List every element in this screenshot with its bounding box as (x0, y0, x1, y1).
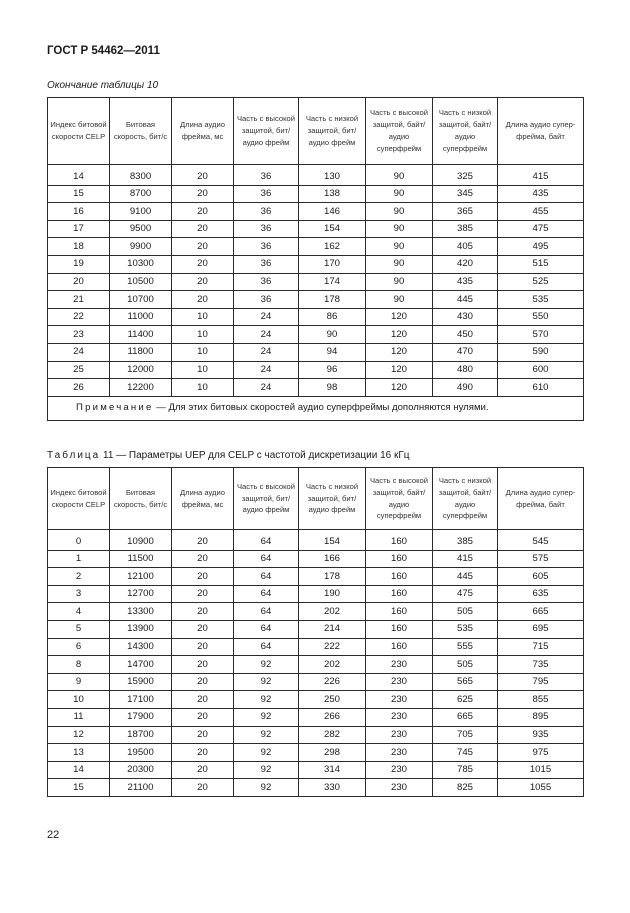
table-row (48, 550, 584, 568)
column-header: Часть с низкой защитой, байт/аудио суперфрейм (433, 98, 498, 165)
table-cell: 405 (433, 238, 498, 256)
table-cell: 14700 (110, 656, 172, 674)
table-cell: 15900 (110, 673, 172, 691)
table-cell: 36 (234, 291, 299, 309)
table-cell: 555 (433, 638, 498, 656)
table-cell: 14300 (110, 638, 172, 656)
table-cell: 3 (48, 585, 110, 603)
table-row (48, 238, 584, 256)
table-cell: 90 (366, 220, 433, 238)
column-header: Длина аудио супер-фрейма, байт (498, 468, 584, 530)
table-cell: 10 (172, 308, 234, 326)
table-cell: 92 (234, 691, 299, 709)
table-cell: 13 (48, 744, 110, 762)
table-cell: 10300 (110, 255, 172, 273)
table-cell: 735 (498, 656, 584, 674)
table-row (48, 308, 584, 326)
table-cell: 10 (172, 361, 234, 379)
table-row (48, 656, 584, 674)
table-cell: 15 (48, 779, 110, 797)
table-row (48, 379, 584, 397)
column-header: Индекс битовой скорости CELP (48, 468, 110, 530)
table-row (48, 744, 584, 762)
table-cell: 415 (433, 550, 498, 568)
document-header: ГОСТ Р 54462—2011 (47, 45, 160, 57)
table-cell: 505 (433, 656, 498, 674)
table-cell: 435 (498, 185, 584, 203)
table-cell: 20 (172, 273, 234, 291)
table-cell: 92 (234, 779, 299, 797)
table-cell: 665 (498, 603, 584, 621)
column-header: Часть с высокой защитой, бит/аудио фрейм (234, 98, 299, 165)
table11-caption (47, 450, 410, 461)
table-cell: 92 (234, 726, 299, 744)
table-cell: 19 (48, 255, 110, 273)
table-cell: 570 (498, 326, 584, 344)
table-cell: 154 (299, 220, 366, 238)
table-cell: 36 (234, 273, 299, 291)
table-cell: 92 (234, 708, 299, 726)
table-cell: 665 (433, 708, 498, 726)
table-cell: 92 (234, 744, 299, 762)
column-header: Часть с высокой защитой, бит/аудио фрейм (234, 468, 299, 530)
table-cell: 385 (433, 220, 498, 238)
column-header: Часть с низкой защитой, байт/аудио суперфрейм (433, 468, 498, 530)
table-cell: 15 (48, 185, 110, 203)
table-cell: 160 (366, 568, 433, 586)
column-header: Битовая скорость, бит/с (110, 468, 172, 530)
table-cell: 86 (299, 308, 366, 326)
table-cell: 120 (366, 343, 433, 361)
table-cell: 24 (48, 343, 110, 361)
table-cell: 8300 (110, 165, 172, 186)
table-cell: 96 (299, 361, 366, 379)
page-number: 22 (47, 829, 60, 841)
table-cell: 230 (366, 708, 433, 726)
table-cell: 64 (234, 568, 299, 586)
table-row (48, 361, 584, 379)
table-cell: 20 (172, 185, 234, 203)
table11-caption-text: 11 — Параметры UEP для CELP с частотой дискретизации 16 кГц (100, 450, 410, 461)
note-label: Примечание (76, 402, 154, 414)
table-cell: 16 (48, 203, 110, 221)
table-cell: 230 (366, 656, 433, 674)
table-cell: 12000 (110, 361, 172, 379)
table-cell: 8700 (110, 185, 172, 203)
table-cell: 450 (433, 326, 498, 344)
table-cell: 795 (498, 673, 584, 691)
column-header: Битовая скорость, бит/с (110, 98, 172, 165)
table-cell: 435 (433, 273, 498, 291)
table-cell: 98 (299, 379, 366, 397)
table-cell: 515 (498, 255, 584, 273)
table-row (48, 620, 584, 638)
table-cell: 715 (498, 638, 584, 656)
table-cell: 64 (234, 585, 299, 603)
table-cell: 975 (498, 744, 584, 762)
table-cell: 92 (234, 656, 299, 674)
table-cell: 20 (172, 691, 234, 709)
column-header: Длина аудио супер-фрейма, байт (498, 98, 584, 165)
table-cell: 36 (234, 255, 299, 273)
table10-caption: Окончание таблицы 10 (47, 80, 159, 91)
table-cell: 11800 (110, 343, 172, 361)
table-cell: 24 (234, 308, 299, 326)
table-cell: 230 (366, 761, 433, 779)
column-header: Часть с высокой защитой, байт/аудио суперфрейм (366, 468, 433, 530)
table-row (48, 726, 584, 744)
table-cell: 90 (299, 326, 366, 344)
table-cell: 20 (172, 203, 234, 221)
table-cell: 545 (498, 530, 584, 551)
table-cell: 445 (433, 291, 498, 309)
table-row (48, 185, 584, 203)
table-cell: 20 (172, 585, 234, 603)
table-cell: 12700 (110, 585, 172, 603)
table-cell: 745 (433, 744, 498, 762)
table-cell: 1055 (498, 779, 584, 797)
table-cell: 895 (498, 708, 584, 726)
table-row (48, 530, 584, 551)
table-cell: 214 (299, 620, 366, 638)
table-cell: 415 (498, 165, 584, 186)
table10-note (48, 396, 584, 420)
table-cell: 11400 (110, 326, 172, 344)
table-cell: 10900 (110, 530, 172, 551)
table-cell: 855 (498, 691, 584, 709)
table-cell: 250 (299, 691, 366, 709)
table-cell: 202 (299, 656, 366, 674)
table-cell: 20 (172, 238, 234, 256)
table-cell: 600 (498, 361, 584, 379)
table-cell: 266 (299, 708, 366, 726)
table10-body (48, 165, 584, 397)
table-cell: 20 (172, 550, 234, 568)
table-cell: 535 (498, 291, 584, 309)
table-cell: 20 (172, 656, 234, 674)
table-cell: 705 (433, 726, 498, 744)
table-cell: 20 (172, 165, 234, 186)
table-cell: 550 (498, 308, 584, 326)
table10-header-row (48, 98, 584, 165)
table-cell: 64 (234, 638, 299, 656)
table-cell: 90 (366, 238, 433, 256)
table-cell: 11000 (110, 308, 172, 326)
table-cell: 202 (299, 603, 366, 621)
table-cell: 20 (172, 726, 234, 744)
table-cell: 11 (48, 708, 110, 726)
table-cell: 825 (433, 779, 498, 797)
table-cell: 10700 (110, 291, 172, 309)
table-cell: 90 (366, 273, 433, 291)
table-cell: 20 (172, 761, 234, 779)
table-cell: 20 (172, 708, 234, 726)
table-cell: 20 (172, 620, 234, 638)
table-cell: 230 (366, 744, 433, 762)
table-cell: 455 (498, 203, 584, 221)
table-cell: 90 (366, 185, 433, 203)
column-header: Часть с высокой защитой, байт/аудио суперфрейм (366, 98, 433, 165)
table-cell: 36 (234, 220, 299, 238)
table-10 (47, 97, 584, 421)
table-cell: 21100 (110, 779, 172, 797)
table-cell: 365 (433, 203, 498, 221)
table-cell: 17100 (110, 691, 172, 709)
table-cell: 1015 (498, 761, 584, 779)
table-cell: 785 (433, 761, 498, 779)
table-cell: 10 (172, 326, 234, 344)
table-cell: 0 (48, 530, 110, 551)
table-cell: 166 (299, 550, 366, 568)
column-header: Часть с низкой защитой, бит/аудио фрейм (299, 468, 366, 530)
table-cell: 590 (498, 343, 584, 361)
table-cell: 565 (433, 673, 498, 691)
table-cell: 20 (172, 255, 234, 273)
table-cell: 92 (234, 761, 299, 779)
table-cell: 160 (366, 530, 433, 551)
table-cell: 12200 (110, 379, 172, 397)
table-row (48, 673, 584, 691)
table-cell: 4 (48, 603, 110, 621)
table-cell: 1 (48, 550, 110, 568)
table-cell: 18 (48, 238, 110, 256)
table-cell: 19500 (110, 744, 172, 762)
table-row (48, 708, 584, 726)
table-cell: 20 (172, 603, 234, 621)
table-cell: 17900 (110, 708, 172, 726)
column-header: Длина аудио фрейма, мс (172, 468, 234, 530)
table-cell: 230 (366, 673, 433, 691)
table-cell: 13300 (110, 603, 172, 621)
table-cell: 36 (234, 185, 299, 203)
column-header: Часть с низкой защитой, бит/аудио фрейм (299, 98, 366, 165)
table-cell: 21 (48, 291, 110, 309)
table-cell: 475 (433, 585, 498, 603)
table-row (48, 255, 584, 273)
table-row (48, 165, 584, 186)
table-row (48, 568, 584, 586)
table10-note-row (48, 396, 584, 420)
table-cell: 64 (234, 530, 299, 551)
table-cell: 20 (172, 744, 234, 762)
table-cell: 2 (48, 568, 110, 586)
table-cell: 20 (172, 638, 234, 656)
table-cell: 120 (366, 379, 433, 397)
table-cell: 625 (433, 691, 498, 709)
table-cell: 24 (234, 326, 299, 344)
table-cell: 20300 (110, 761, 172, 779)
table11-body (48, 530, 584, 797)
table-cell: 20 (48, 273, 110, 291)
table-cell: 695 (498, 620, 584, 638)
table-cell: 20 (172, 220, 234, 238)
table-cell: 90 (366, 165, 433, 186)
table-cell: 935 (498, 726, 584, 744)
table-cell: 9500 (110, 220, 172, 238)
table-cell: 190 (299, 585, 366, 603)
table-cell: 230 (366, 779, 433, 797)
table-cell: 36 (234, 165, 299, 186)
table-row (48, 326, 584, 344)
table-row (48, 638, 584, 656)
table-cell: 14 (48, 165, 110, 186)
table-cell: 24 (234, 361, 299, 379)
table-row (48, 203, 584, 221)
table-cell: 20 (172, 530, 234, 551)
table-cell: 160 (366, 585, 433, 603)
table-cell: 445 (433, 568, 498, 586)
table-cell: 130 (299, 165, 366, 186)
table-row (48, 603, 584, 621)
table-cell: 174 (299, 273, 366, 291)
table-cell: 10 (172, 379, 234, 397)
table-cell: 222 (299, 638, 366, 656)
table-cell: 470 (433, 343, 498, 361)
table-cell: 170 (299, 255, 366, 273)
table-cell: 385 (433, 530, 498, 551)
table-cell: 314 (299, 761, 366, 779)
table-cell: 10 (48, 691, 110, 709)
table-cell: 11500 (110, 550, 172, 568)
table-cell: 635 (498, 585, 584, 603)
table-cell: 26 (48, 379, 110, 397)
table-cell: 535 (433, 620, 498, 638)
table-cell: 154 (299, 530, 366, 551)
table-cell: 17 (48, 220, 110, 238)
table-cell: 330 (299, 779, 366, 797)
table-cell: 505 (433, 603, 498, 621)
table-row (48, 585, 584, 603)
table-cell: 36 (234, 238, 299, 256)
table-cell: 430 (433, 308, 498, 326)
table-cell: 20 (172, 291, 234, 309)
table-cell: 525 (498, 273, 584, 291)
table-cell: 36 (234, 203, 299, 221)
table-row (48, 343, 584, 361)
table-cell: 120 (366, 308, 433, 326)
table-11 (47, 467, 584, 797)
table-cell: 160 (366, 550, 433, 568)
column-header: Длина аудио фрейма, мс (172, 98, 234, 165)
table-cell: 138 (299, 185, 366, 203)
table-cell: 162 (299, 238, 366, 256)
table-cell: 64 (234, 603, 299, 621)
table-cell: 160 (366, 638, 433, 656)
table-cell: 575 (498, 550, 584, 568)
table-cell: 610 (498, 379, 584, 397)
table-cell: 5 (48, 620, 110, 638)
table-row (48, 220, 584, 238)
table-cell: 24 (234, 343, 299, 361)
table-cell: 9 (48, 673, 110, 691)
table-cell: 146 (299, 203, 366, 221)
table-cell: 178 (299, 568, 366, 586)
column-header: Индекс битовой скорости CELP (48, 98, 110, 165)
table-cell: 490 (433, 379, 498, 397)
table-cell: 230 (366, 691, 433, 709)
table-cell: 10500 (110, 273, 172, 291)
table-cell: 298 (299, 744, 366, 762)
table11-caption-label: Таблица (47, 450, 101, 461)
table-cell: 420 (433, 255, 498, 273)
table-row (48, 273, 584, 291)
table-cell: 282 (299, 726, 366, 744)
table-row (48, 761, 584, 779)
table-cell: 90 (366, 291, 433, 309)
table-cell: 9900 (110, 238, 172, 256)
table-cell: 23 (48, 326, 110, 344)
table-cell: 345 (433, 185, 498, 203)
table-cell: 178 (299, 291, 366, 309)
table-row (48, 291, 584, 309)
table-cell: 495 (498, 238, 584, 256)
table-cell: 20 (172, 779, 234, 797)
table-cell: 12 (48, 726, 110, 744)
table-cell: 64 (234, 550, 299, 568)
table-cell: 226 (299, 673, 366, 691)
table-cell: 9100 (110, 203, 172, 221)
table-cell: 12100 (110, 568, 172, 586)
table-cell: 13900 (110, 620, 172, 638)
table-cell: 92 (234, 673, 299, 691)
table-cell: 24 (234, 379, 299, 397)
table-cell: 18700 (110, 726, 172, 744)
table-cell: 20 (172, 568, 234, 586)
note-text: — Для этих битовых скоростей аудио суперфреймы дополняются нулями. (153, 402, 489, 414)
table-cell: 22 (48, 308, 110, 326)
table-cell: 160 (366, 603, 433, 621)
table-cell: 230 (366, 726, 433, 744)
table-cell: 90 (366, 203, 433, 221)
table-row (48, 779, 584, 797)
table-cell: 160 (366, 620, 433, 638)
table-cell: 14 (48, 761, 110, 779)
table11-header-row (48, 468, 584, 530)
table-cell: 480 (433, 361, 498, 379)
table-cell: 20 (172, 673, 234, 691)
table-cell: 120 (366, 326, 433, 344)
table-cell: 120 (366, 361, 433, 379)
table-cell: 10 (172, 343, 234, 361)
table-cell: 8 (48, 656, 110, 674)
table-cell: 6 (48, 638, 110, 656)
table-cell: 605 (498, 568, 584, 586)
table-cell: 25 (48, 361, 110, 379)
table-cell: 90 (366, 255, 433, 273)
table-cell: 94 (299, 343, 366, 361)
table-cell: 325 (433, 165, 498, 186)
table-cell: 475 (498, 220, 584, 238)
table-cell: 64 (234, 620, 299, 638)
table-row (48, 691, 584, 709)
